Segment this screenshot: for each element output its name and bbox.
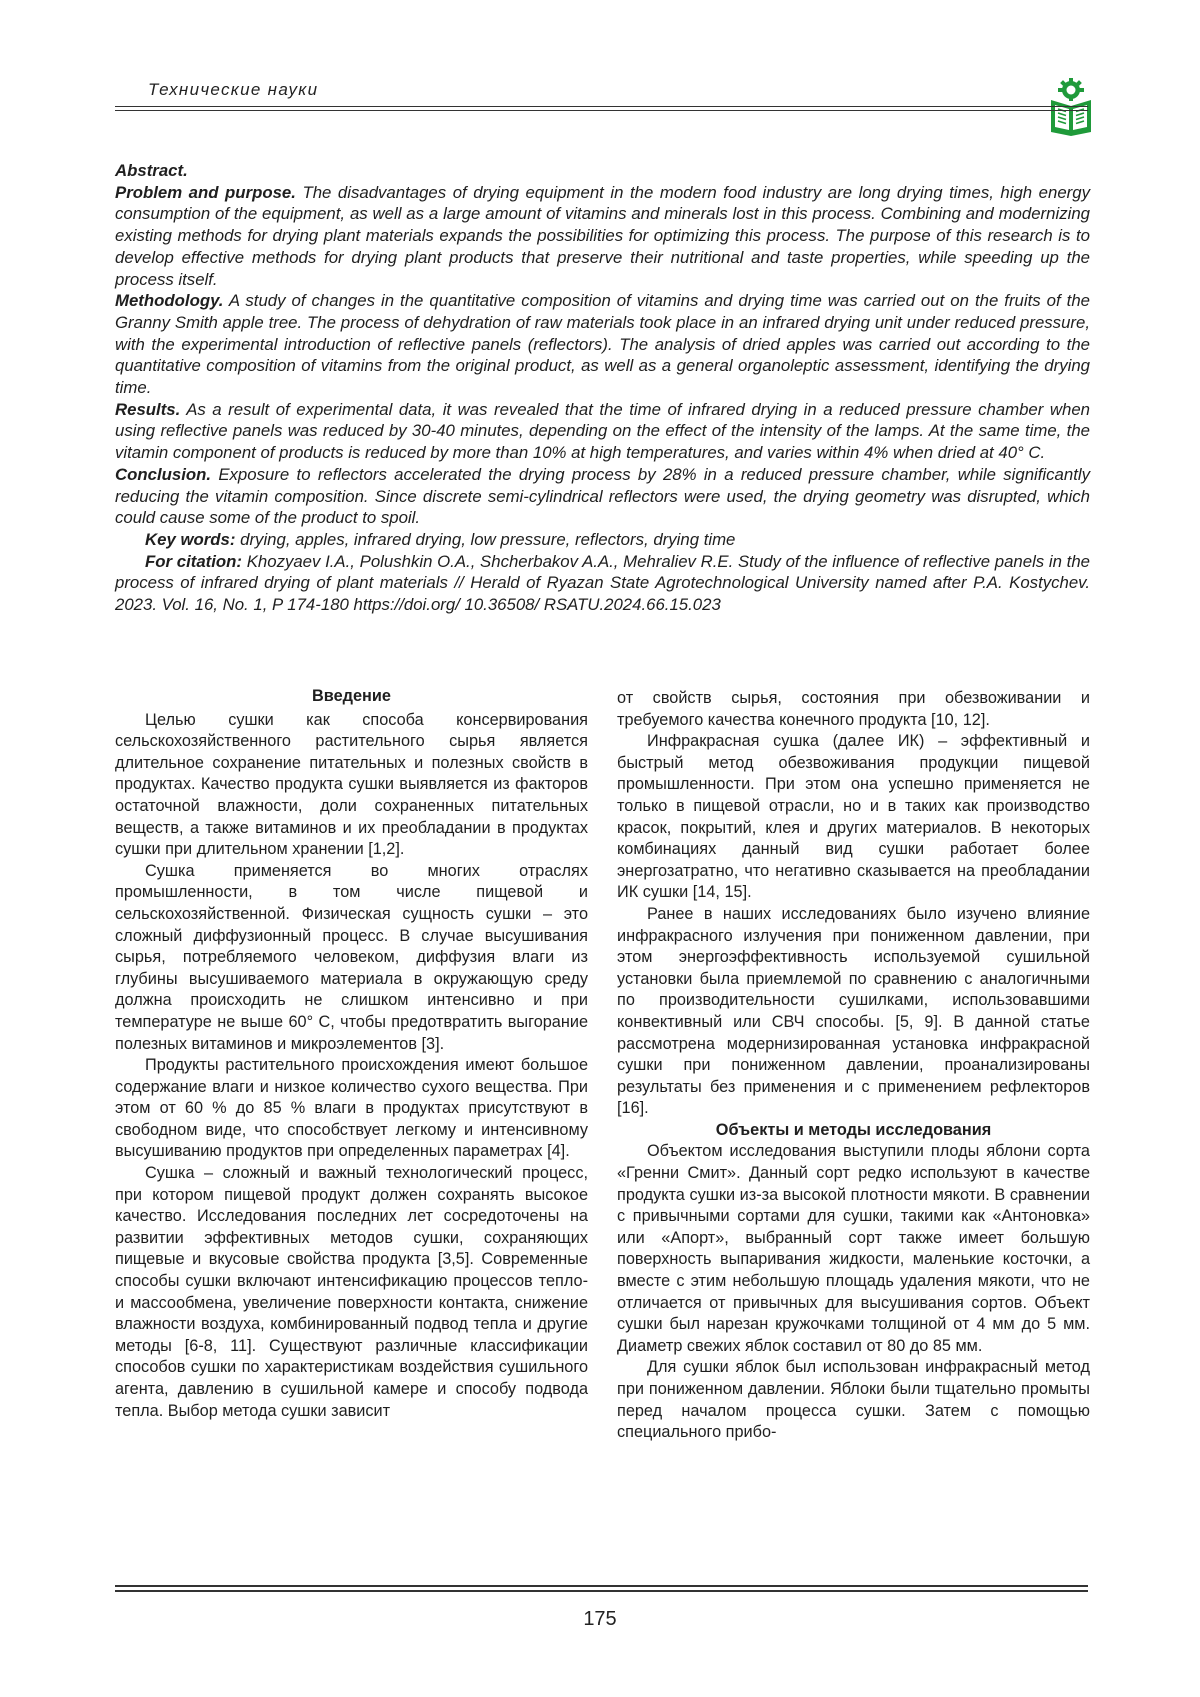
paragraph: Инфракрасная сушка (далее ИК) – эффективный и быстрый метод обезвоживания продукции пищевой промышленности. При этом она успешно применяется не только в пищевой отрасли, но и в таких как производство красок, покрытий, клея и других материалов. В некоторых комбинациях данный вид сушки работает более энергозатратно, что негативно сказывается на преобладании ИК сушки [14, 15].: [617, 732, 1090, 902]
header-rule-bottom: [115, 110, 1088, 111]
paragraph: Сушка – сложный и важный технологический процесс, при котором пищевой продукт должен сохранять высокое качество. Исследования последних лет сосредоточены на развитии эффективных методов сушки, сохраняющих пищевые и вкусовые свойства продукта [3,5]. Современные способы сушки включают интенсификацию процессов тепло- и массообмена, увеличение поверхности контакта, снижение влажности воздуха, комбинированный подвод тепла и другие методы [6-8, 11]. Существуют различные классификации способов сушки по характеристикам воздействия сушильного агента, давлению в сушильной камере и способу подвода тепла. Выбор метода сушки зависит: [115, 1164, 588, 1420]
journal-logo-icon: [1049, 78, 1093, 136]
paragraph: Ранее в наших исследованиях было изучено влияние инфракрасного излучения при пониженном давлении, при этом энергоэффективность используемой сушильной установки была приемлемой по сравнению с аналогичными по производительности сушилками, использовавшими конвективный или СВЧ способы. [5, 9]. В данной статье рассмотрена модернизированная установка инфракрасной сушки при пониженном давлении, проанализированы результаты без применения и с применением рефлекторов [16].: [617, 904, 1090, 1118]
footer-rule-bottom: [115, 1590, 1088, 1592]
abstract-results: Results. As a result of experimental data, it was revealed that the time of infrared drying in a reduced pressure chamber when using reflective panels was reduced by 30-40 minutes, depending on the effect of the intensity of the lamps. At the same time, the vitamin component of products is reduced by more than 10% at high temperatures, and varies within 4% when dried at 40° C.: [115, 399, 1090, 463]
abstract-keywords: Key words: drying, apples, infrared drying, low pressure, reflectors, drying time: [145, 529, 736, 549]
paragraph: Сушка применяется во многих отраслях промышленности, в том числе пищевой и сельскохозяйственной. Физическая сущность сушки – это сложный диффузионный процесс. В случае высушивания сырья, потребляемого человеком, диффузия влаги из глубины высушиваемого материала в окружающую среду должна происходить не слишком интенсивно и при температуре не выше 60° С, чтобы предотвратить выгорание полезных витаминов и микроэлементов [3].: [115, 861, 588, 1053]
left-column: [115, 686, 588, 1422]
abstract-citation: For citation: Khozyaev I.A., Polushkin O.A., Shcherbakov A.A., Mehraliev R.E. Study of the influence of reflective panels in the process of infrared drying of plant materials // Herald of Ryazan State Agrotechnological University named after P.A. Kostychev. 2023. Vol. 16, No. 1, P 174-180 https://doi.org/ 10.36508/ RSATU.2024.66.15.023: [115, 551, 1090, 615]
paragraph: Продукты растительного происхождения имеют большое содержание влаги и низкое количество сухого вещества. При этом от 60 % до 85 % влаги в продуктах присутствуют в свободном виде, что способствует легкому и интенсивному высушиванию продуктов при определенных параметрах [4].: [115, 1056, 588, 1161]
footer-rule-top: [115, 1585, 1088, 1587]
header-rule-top: [115, 106, 1088, 107]
abstract-methodology: Methodology. A study of changes in the quantitative composition of vitamins and drying time was carried out on the fruits of the Granny Smith apple tree. The process of dehydration of raw materials took place in an infrared drying unit under reduced pressure, with the experimental introduction of reflective panels (reflectors). The analysis of dried apples was carried out according to the quantitative composition of vitamins from the original product, as well as a general organoleptic assessment, identifying the drying time.: [115, 291, 1090, 398]
paragraph: Для сушки яблок был использован инфракрасный метод при пониженном давлении. Яблоки были тщательно промыты перед началом процесса сушки. Затем с помощью специального прибо-: [617, 1358, 1090, 1442]
abstract-block: [115, 160, 1090, 616]
running-header: Технические науки: [148, 80, 319, 99]
paragraph-continuation: от свойств сырья, состояния при обезвоживании и требуемого качества конечного продукта [10, 12].: [617, 689, 1090, 729]
abstract-heading: Abstract.: [115, 161, 188, 180]
right-column: [617, 688, 1090, 1444]
paragraph: Объектом исследования выступили плоды яблони сорта «Гренни Смит». Данный сорт редко используют в качестве продукта сушки из-за высокой плотности мякоти. В сравнении с привычными сортами для сушки, такими как «Антоновка» или «Апорт», выбранный сорт также имеет большую поверхность выпаривания жидкости, маленькие косточки, а вместе с этим небольшую площадь удаления мякоти, что не отличается от привычных для высушивания сортов. Объект сушки был нарезан кружочками толщиной от 4 мм до 5 мм. Диаметр свежих яблок составил от 80 до 85 мм.: [617, 1142, 1090, 1355]
paragraph: Целью сушки как способа консервирования сельскохозяйственного растительного сырья является длительное сохранение питательных и полезных свойств в продуктах. Качество продукта сушки выявляется из факторов остаточной влажности, доли сохраненных питательных веществ, а также витаминов и их преобладании в продуктах сушки при длительном хранении [1,2].: [115, 710, 588, 859]
page-number: 175: [583, 1608, 617, 1630]
section-heading-introduction: Введение: [312, 687, 391, 705]
section-heading-methods: Объекты и методы исследования: [715, 1120, 992, 1139]
abstract-problem: Problem and purpose. The disadvantages of drying equipment in the modern food industry are long drying times, high energy consumption of the equipment, as well as a large amount of vitamins and minerals lost in this process. Combining and modernizing existing methods for drying plant materials expands the possibilities for optimizing this process. The purpose of this research is to develop effective methods for drying plant products that preserve their nutritional and taste properties, while speeding up the process itself.: [115, 182, 1090, 289]
abstract-conclusion: Conclusion. Exposure to reflectors accelerated the drying process by 28% in a reduced pressure chamber, while significantly reducing the vitamin composition. Since discrete semi-cylindrical reflectors were used, the drying geometry was disrupted, which could cause some of the product to spoil.: [115, 464, 1090, 528]
